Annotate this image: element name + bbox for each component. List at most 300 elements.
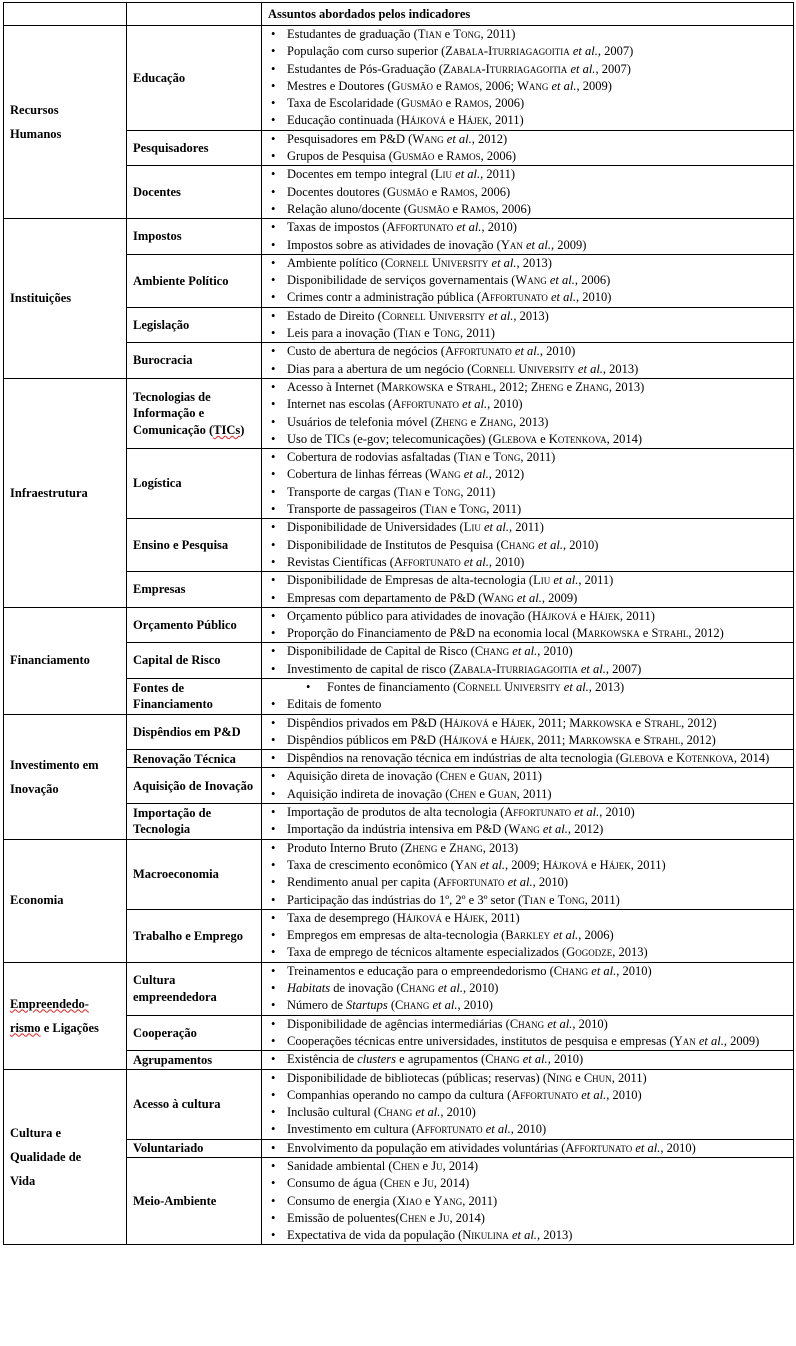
topic-item: [268, 696, 789, 713]
item-text: Taxa de Escolaridade (Gusmão e Ramos, 2006): [287, 96, 525, 111]
topic-item: [268, 804, 789, 821]
topics-list: [268, 750, 789, 767]
table-row: [4, 839, 794, 909]
bullet-icon: •: [271, 981, 276, 996]
table-row: [4, 714, 794, 750]
subcategory-cell-dispendios-em-p-d: [127, 714, 262, 750]
topic-item: [268, 308, 789, 325]
topic-item: [268, 361, 789, 378]
category-label: Financiamento: [10, 653, 90, 668]
topics-cell: [262, 219, 794, 255]
subcategory-cell-docentes: [127, 166, 262, 219]
topics-cell: [262, 1069, 794, 1139]
item-text: Inclusão cultural (Chang et al., 2010): [287, 1105, 476, 1120]
item-text: Educação continuada (Hájková e Hájek, 2011): [287, 113, 524, 128]
topic-item: [268, 325, 789, 342]
topics-cell: [262, 909, 794, 962]
item-text: Envolvimento da população em atividades voluntárias (Affortunato et al., 2010): [287, 1140, 696, 1155]
subcategory-label: Cultura empreendedora: [133, 973, 217, 1004]
topics-cell: [262, 1015, 794, 1051]
subcategory-label: Acesso à cultura: [133, 1096, 221, 1111]
topics-list: [268, 1016, 789, 1051]
item-text: Investimento de capital de risco (Zabala-Iturriagagoitia et al., 2007): [287, 661, 642, 676]
topics-list: [268, 343, 789, 378]
category-cell-economia: [4, 839, 127, 962]
category-label-lines: [10, 98, 122, 146]
item-text: Pesquisadores em P&D (Wang et al., 2012): [287, 131, 508, 146]
subcategory-cell-capital-de-risco: [127, 643, 262, 679]
subcategory-label: Macroeconomia: [133, 867, 219, 881]
topics-list: [268, 1070, 789, 1139]
table-row: [4, 962, 794, 1015]
bullet-icon: •: [271, 1087, 276, 1102]
subcategory-cell-logistica: [127, 449, 262, 519]
topics-list: [268, 308, 789, 343]
subcategory-label: Dispêndios em P&D: [133, 724, 241, 739]
item-text: Editais de fomento: [287, 697, 382, 712]
bullet-icon: •: [271, 113, 276, 128]
item-text: Empregos em empresas de alta-tecnologia (Barkley et al., 2006): [287, 928, 614, 943]
topic-item: [268, 414, 789, 431]
bullet-icon: •: [271, 857, 276, 872]
category-label-lines: [10, 1121, 122, 1193]
topic-item: [268, 1175, 789, 1192]
item-text: Importação da indústria intensiva em P&D (Wang et al., 2012): [287, 822, 604, 837]
category-label: Economia: [10, 893, 64, 908]
subcategory-label: Empresas: [133, 582, 186, 597]
topics-list: [268, 963, 789, 1015]
subcategory-cell-ensino-e-pesquisa: [127, 519, 262, 572]
topics-cell: [262, 1139, 794, 1157]
item-text: Emissão de poluentes(Chen e Ju, 2014): [287, 1210, 485, 1225]
bullet-icon: •: [271, 963, 276, 978]
subcategory-label: Burocracia: [133, 353, 193, 368]
item-text: Estudantes de Pós-Graduação (Zabala-Iturriagagoitia et al., 2007): [287, 61, 631, 76]
bullet-icon: •: [271, 201, 276, 216]
subcategory-cell-meio-ambiente: [127, 1158, 262, 1245]
topic-item: [268, 272, 789, 289]
category-label-line: Qualidade de: [10, 1150, 82, 1164]
bullet-icon: •: [271, 573, 276, 588]
topics-list: [268, 804, 789, 839]
category-cell-financiamento: [4, 607, 127, 714]
bullet-icon: •: [271, 875, 276, 890]
topics-cell: [262, 343, 794, 379]
topics-list: [268, 519, 789, 571]
category-cell-cultura-e-qualidade-de-vida: [4, 1069, 127, 1245]
bullet-icon: •: [271, 945, 276, 960]
topics-cell: [262, 607, 794, 643]
topics-cell: [262, 962, 794, 1015]
header-empty-cell-1: [4, 3, 127, 26]
subcategory-label: Logística: [133, 476, 182, 491]
bullet-icon: •: [271, 1193, 276, 1208]
bullet-icon: •: [271, 431, 276, 446]
bullet-icon: •: [271, 27, 276, 41]
bullet-icon: •: [271, 520, 276, 535]
subcategory-label: Agrupamentos: [133, 1052, 213, 1067]
topics-list: [268, 1051, 789, 1068]
bullet-icon: •: [271, 537, 276, 552]
topic-item: [268, 732, 789, 749]
category-label-line: rismo e Ligações: [10, 1020, 99, 1035]
topic-item: [268, 1193, 789, 1210]
topic-item: [268, 590, 789, 607]
bullet-icon: •: [271, 910, 276, 925]
subcategory-label: Importação de Tecnologia: [133, 805, 212, 837]
item-text: Dispêndios privados em P&D (Hájková e Hájek, 2011; Markowska e Strahl, 2012): [287, 715, 717, 730]
subcategory-cell-renovacao-tecnica: [127, 750, 262, 768]
topic-item: [268, 431, 789, 448]
item-text: Mestres e Doutores (Gusmão e Ramos, 2006; Wang et al., 2009): [287, 78, 612, 93]
topic-item: [268, 26, 789, 43]
category-cell-instituicoes: [4, 219, 127, 379]
subcategory-label: Renovação Técnica: [133, 751, 236, 766]
topic-item: [268, 1210, 789, 1227]
topics-cell: [262, 678, 794, 714]
subcategory-cell-macroeconomia: [127, 839, 262, 909]
topics-list: [268, 131, 789, 166]
bullet-icon: •: [271, 131, 276, 146]
topic-item: [268, 786, 789, 803]
item-text: Participação das indústrias do 1º, 2º e 3º setor (Tian e Tong, 2011): [287, 892, 620, 907]
topic-item: [268, 927, 789, 944]
item-text: Dispêndios na renovação técnica em indústrias de alta tecnologia (Glebova e Kotenkova, 2014): [287, 751, 770, 766]
bullet-icon: •: [271, 769, 276, 784]
item-text: Uso de TICs (e-gov; telecomunicações) (Glebova e Kotenkova, 2014): [287, 431, 643, 446]
item-text: Estudantes de graduação (Tian e Tong, 2011): [287, 27, 516, 41]
topic-item: [268, 554, 789, 571]
subcategory-label: Fontes de Financiamento: [133, 680, 213, 712]
bullet-icon: •: [271, 1070, 276, 1085]
topic-item: [268, 910, 789, 927]
topics-cell: [262, 307, 794, 343]
topic-item: [268, 1033, 789, 1050]
item-text: Disponibilidade de Capital de Risco (Chang et al., 2010): [287, 644, 573, 659]
bullet-icon: •: [271, 290, 276, 305]
topic-item: [268, 484, 789, 501]
bullet-icon: •: [271, 751, 276, 766]
topics-list: [268, 768, 789, 803]
bullet-icon: •: [271, 840, 276, 855]
item-text: Docentes doutores (Gusmão e Ramos, 2006): [287, 184, 511, 199]
topic-item: [268, 643, 789, 660]
subcategory-cell-aquisicao-de-inovacao: [127, 768, 262, 804]
item-text: Disponibilidade de Empresas de alta-tecnologia (Liu et al., 2011): [287, 573, 614, 588]
topics-cell: [262, 26, 794, 131]
item-text: Taxa de emprego de técnicos altamente especializados (Gogodze, 2013): [287, 945, 648, 960]
subcategory-cell-legislacao: [127, 307, 262, 343]
topics-list: [268, 840, 789, 909]
table-body: [4, 26, 794, 1245]
subcategory-cell-cultura-empreendedora: [127, 962, 262, 1015]
item-text: Revistas Científicas (Affortunato et al., 2010): [287, 554, 525, 569]
item-text: Custo de abertura de negócios (Affortunato et al., 2010): [287, 344, 576, 359]
bullet-icon: •: [271, 414, 276, 429]
bullet-icon: •: [271, 998, 276, 1013]
topic-item: [268, 379, 789, 396]
bullet-icon: •: [271, 822, 276, 837]
subcategory-label: Ensino e Pesquisa: [133, 538, 229, 552]
table-row: [4, 219, 794, 255]
bullet-icon: •: [271, 1159, 276, 1173]
item-text: Treinamentos e educação para o empreendedorismo (Chang et al., 2010): [287, 963, 652, 978]
category-label-line: Vida: [10, 1174, 36, 1188]
topics-list: [268, 379, 789, 448]
bullet-icon: •: [271, 308, 276, 323]
subcategory-label: Cooperação: [133, 1025, 197, 1040]
topic-item: [268, 61, 789, 78]
item-text: Transporte de passageiros (Tian e Tong, 2011): [287, 502, 522, 517]
category-label: Infraestrutura: [10, 485, 88, 500]
bullet-icon: •: [271, 397, 276, 412]
item-text: Internet nas escolas (Affortunato et al., 2010): [287, 397, 523, 412]
category-label-line: Recursos: [10, 103, 59, 118]
topics-cell: [262, 166, 794, 219]
topics-list: [268, 1140, 789, 1157]
item-text: Cobertura de rodovias asfaltadas (Tian e Tong, 2011): [287, 450, 556, 465]
item-text: Fontes de financiamento (Cornell University et al., 2013): [327, 679, 625, 694]
topic-item: [268, 289, 789, 306]
bullet-icon: •: [271, 626, 276, 641]
subcategory-label: Impostos: [133, 229, 182, 244]
topic-item: [268, 519, 789, 536]
bullet-icon: •: [271, 96, 276, 111]
indicators-table: [3, 2, 794, 1245]
topic-item: [268, 715, 789, 732]
item-text: Orçamento público para atividades de inovação (Hájková e Hájek, 2011): [287, 608, 655, 623]
topic-item: [268, 501, 789, 518]
item-text: Taxas de impostos (Affortunato et al., 2010): [287, 220, 517, 235]
item-text: Expectativa de vida da população (Nikulina et al., 2013): [287, 1228, 573, 1243]
item-text: Aquisição direta de inovação (Chen e Guan, 2011): [287, 769, 542, 784]
item-text: Consumo de energia (Xiao e Yang, 2011): [287, 1193, 498, 1208]
item-text: Disponibilidade de Universidades (Liu et al., 2011): [287, 520, 544, 535]
subcategory-cell-educacao: [127, 26, 262, 131]
topics-list: [268, 166, 789, 218]
subcategory-cell-trabalho-e-emprego: [127, 909, 262, 962]
bullet-icon: •: [271, 361, 276, 376]
item-text: Relação aluno/docente (Gusmão e Ramos, 2006): [287, 201, 531, 216]
topic-item: [268, 112, 789, 129]
bullet-icon: •: [271, 644, 276, 659]
topic-item: [268, 1140, 789, 1157]
item-text: Impostos sobre as atividades de inovação (Yan et al., 2009): [287, 237, 587, 252]
topic-item: [268, 1121, 789, 1138]
subcategory-label: Ambiente Político: [133, 273, 229, 288]
topics-cell: [262, 1158, 794, 1245]
item-text: Disponibilidade de Institutos de Pesquisa (Chang et al., 2010): [287, 537, 599, 552]
item-text: Leis para a inovação (Tian e Tong, 2011): [287, 326, 495, 341]
topic-item: [268, 1016, 789, 1033]
bullet-icon: •: [271, 1052, 276, 1067]
item-text: Docentes em tempo integral (Liu et al., 2011): [287, 167, 516, 182]
bullet-icon: •: [271, 1033, 276, 1048]
topic-item: [268, 874, 789, 891]
subcategory-cell-acesso-a-cultura: [127, 1069, 262, 1139]
subcategory-cell-cooperacao: [127, 1015, 262, 1051]
topic-item: [268, 892, 789, 909]
category-cell-recursos-humanos: [4, 26, 127, 219]
bullet-icon: •: [271, 184, 276, 199]
bullet-icon: •: [271, 590, 276, 605]
subcategory-label: Docentes: [133, 185, 181, 200]
bullet-icon: •: [271, 786, 276, 801]
topic-item: [268, 625, 789, 642]
topics-cell: [262, 643, 794, 679]
item-text: Habitats de inovação (Chang et al., 2010): [287, 981, 499, 996]
topic-item: [268, 768, 789, 785]
bullet-icon: •: [271, 326, 276, 341]
topic-item: [268, 997, 789, 1014]
bullet-icon: •: [271, 220, 276, 235]
item-text: Consumo de água (Chen e Ju, 2014): [287, 1176, 470, 1191]
item-text: Sanidade ambiental (Chen e Ju, 2014): [287, 1159, 478, 1173]
subcategory-cell-orcamento-publico: [127, 607, 262, 643]
subcategory-label: Capital de Risco: [133, 653, 221, 668]
topics-list: [268, 219, 789, 254]
topic-item: [268, 166, 789, 183]
bullet-icon: •: [271, 273, 276, 288]
subcategory-cell-tecnologias-de-informacao-e-comunicacao-tics: [127, 378, 262, 448]
bullet-icon: •: [271, 1228, 276, 1243]
bullet-icon: •: [271, 344, 276, 359]
topics-list: [268, 643, 789, 678]
bullet-icon: •: [271, 255, 276, 270]
topic-item: [268, 1227, 789, 1244]
topic-item: [268, 466, 789, 483]
topics-list: [268, 715, 789, 750]
topic-item: [268, 572, 789, 589]
subcategory-label: Trabalho e Emprego: [133, 928, 243, 943]
subcategory-cell-ambiente-politico: [127, 254, 262, 307]
item-text: Taxa de desemprego (Hájková e Hájek, 2011): [287, 910, 520, 925]
category-label-lines: [10, 753, 122, 801]
item-text: Aquisição indireta de inovação (Chen e Guan, 2011): [287, 786, 552, 801]
subcategory-cell-pesquisadores: [127, 130, 262, 166]
subcategory-label: Pesquisadores: [133, 140, 209, 155]
bullet-icon: •: [306, 679, 311, 694]
bullet-icon: •: [271, 149, 276, 164]
subcategory-cell-empresas: [127, 572, 262, 608]
topic-item: [268, 184, 789, 201]
item-text: Estado de Direito (Cornell University et al., 2013): [287, 308, 549, 323]
bullet-icon: •: [271, 892, 276, 907]
topics-list: [268, 910, 789, 962]
subcategory-cell-impostos: [127, 219, 262, 255]
topic-item: [268, 1104, 789, 1121]
table-header-row: [4, 3, 794, 26]
item-text: Disponibilidade de bibliotecas (públicas; reservas) (Ning e Chun, 2011): [287, 1070, 647, 1085]
topics-list: [268, 679, 789, 714]
topic-item: [268, 1070, 789, 1087]
bullet-icon: •: [271, 715, 276, 730]
topic-item: [268, 201, 789, 218]
indicator-table-page: [3, 2, 794, 1245]
bullet-icon: •: [271, 78, 276, 93]
item-text: População com curso superior (Zabala-Iturriagagoitia et al., 2007): [287, 44, 634, 59]
item-text: Rendimento anual per capita (Affortunato et al., 2010): [287, 875, 569, 890]
item-text: Ambiente político (Cornell University et al., 2013): [287, 255, 552, 270]
topic-item: [268, 396, 789, 413]
topic-item: [268, 43, 789, 60]
topic-item: [268, 148, 789, 165]
bullet-icon: •: [271, 167, 276, 182]
subcategory-label: Orçamento Público: [133, 617, 237, 632]
bullet-icon: •: [271, 1016, 276, 1031]
topics-cell: [262, 1051, 794, 1069]
header-empty-cell-2: [127, 3, 262, 26]
category-label-line: Empreendedo-: [10, 996, 89, 1011]
topic-item: [268, 679, 789, 696]
subcategory-label: Aquisição de Inovação: [133, 778, 254, 793]
topics-cell: [262, 572, 794, 608]
bullet-icon: •: [271, 502, 276, 517]
topic-item: [268, 537, 789, 554]
topic-item: [268, 131, 789, 148]
topics-list: [268, 255, 789, 307]
topics-cell: [262, 378, 794, 448]
item-text: Existência de clusters e agrupamentos (Chang et al., 2010): [287, 1052, 584, 1067]
item-text: Grupos de Pesquisa (Gusmão e Ramos, 2006): [287, 149, 517, 164]
subcategory-label: Voluntariado: [133, 1141, 204, 1156]
category-cell-investimento-em-inovacao: [4, 714, 127, 839]
topic-item: [268, 840, 789, 857]
topics-cell: [262, 519, 794, 572]
topic-item: [268, 750, 789, 767]
topics-cell: [262, 839, 794, 909]
category-label-line: Inovação: [10, 781, 59, 796]
item-text: Disponibilidade de serviços governamentais (Wang et al., 2006): [287, 273, 611, 288]
topic-item: [268, 343, 789, 360]
table-row: [4, 26, 794, 131]
topic-item: [268, 1087, 789, 1104]
item-text: Produto Interno Bruto (Zheng e Zhang, 2013): [287, 840, 519, 855]
item-text: Usuários de telefonia móvel (Zheng e Zhang, 2013): [287, 414, 549, 429]
bullet-icon: •: [271, 44, 276, 59]
topics-cell: [262, 768, 794, 804]
table-row: [4, 1069, 794, 1139]
bullet-icon: •: [271, 1210, 276, 1225]
topic-item: [268, 980, 789, 997]
table-row: [4, 378, 794, 448]
topic-item: [268, 449, 789, 466]
category-label: Instituições: [10, 291, 72, 306]
item-text: Importação de produtos de alta tecnologia (Affortunato et al., 2010): [287, 805, 635, 820]
bullet-icon: •: [271, 1140, 276, 1155]
column-header-topics: Assuntos abordados pelos indicadores: [262, 3, 794, 26]
bullet-icon: •: [271, 1176, 276, 1191]
topics-cell: [262, 254, 794, 307]
topics-list: [268, 26, 789, 130]
topics-list: [268, 572, 789, 607]
topics-cell: [262, 130, 794, 166]
bullet-icon: •: [271, 484, 276, 499]
category-label-line: Cultura e: [10, 1126, 62, 1140]
subcategory-label: Educação: [133, 70, 186, 85]
bullet-icon: •: [271, 608, 276, 623]
subcategory-cell-voluntariado: [127, 1139, 262, 1157]
topic-item: [268, 255, 789, 272]
topics-cell: [262, 804, 794, 840]
item-text: Crimes contr a administração pública (Affortunato et al., 2010): [287, 290, 612, 305]
subcategory-label: Tecnologias de Informação e Comunicação (TICs): [133, 389, 245, 437]
bullet-icon: •: [271, 61, 276, 76]
bullet-icon: •: [271, 805, 276, 820]
item-text: Transporte de cargas (Tian e Tong, 2011): [287, 484, 496, 499]
bullet-icon: •: [271, 379, 276, 394]
bullet-icon: •: [271, 1105, 276, 1120]
